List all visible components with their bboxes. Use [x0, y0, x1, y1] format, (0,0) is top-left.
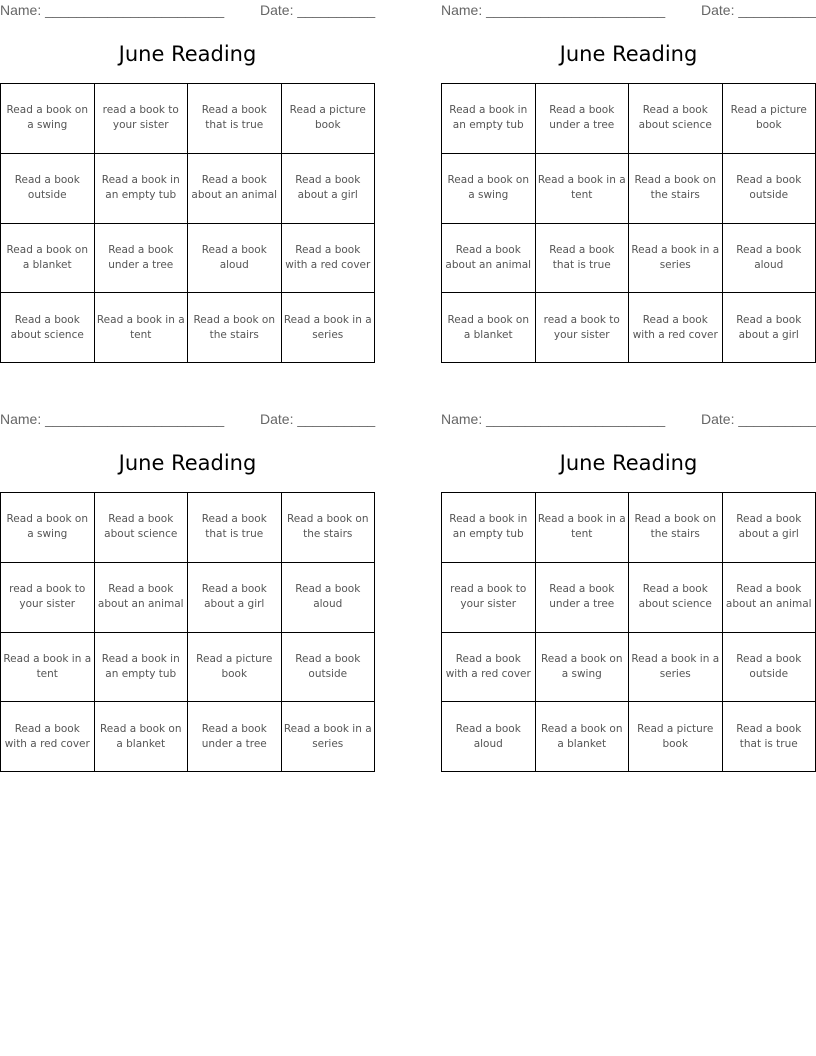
bingo-card: [441, 409, 816, 774]
bingo-cell: Read a book about an animal: [188, 154, 282, 224]
bingo-grid: [0, 83, 375, 363]
bingo-cell: Read a book in an empty tub: [95, 633, 189, 703]
bingo-cell: Read a picture book: [629, 702, 723, 772]
bingo-cell: Read a book about a girl: [723, 493, 816, 563]
bingo-cell: Read a book in a tent: [536, 154, 630, 224]
bingo-cell: Read a book in a tent: [1, 633, 95, 703]
bingo-cell: Read a book about an animal: [95, 563, 189, 633]
bingo-cell: Read a book about science: [629, 84, 723, 154]
bingo-cell: Read a picture book: [723, 84, 816, 154]
bingo-cell: Read a book about a girl: [723, 293, 816, 363]
bingo-cell: Read a book in a series: [629, 224, 723, 294]
date-field-label: Date: __________: [701, 2, 816, 18]
bingo-cell: Read a book under a tree: [95, 224, 189, 294]
card-header: [441, 2, 816, 20]
bingo-cell: Read a book about science: [629, 563, 723, 633]
card-header: [441, 411, 816, 429]
bingo-cell: Read a picture book: [188, 633, 282, 703]
bingo-cell: Read a book aloud: [188, 224, 282, 294]
bingo-cell: Read a book about an animal: [442, 224, 536, 294]
bingo-cell: Read a book that is true: [188, 493, 282, 563]
bingo-cell: read a book to your sister: [95, 84, 189, 154]
bingo-cell: Read a book in a tent: [536, 493, 630, 563]
bingo-cell: Read a book about an animal: [723, 563, 816, 633]
bingo-cell: Read a book outside: [723, 633, 816, 703]
bingo-cell: Read a book aloud: [442, 702, 536, 772]
bingo-cell: Read a book on the stairs: [282, 493, 376, 563]
bingo-cell: Read a book in a series: [629, 633, 723, 703]
bingo-cell: Read a picture book: [282, 84, 376, 154]
card-title: June Reading: [559, 42, 698, 66]
bingo-cell: Read a book under a tree: [536, 84, 630, 154]
bingo-cell: Read a book on a swing: [1, 493, 95, 563]
card-title: June Reading: [559, 451, 698, 475]
bingo-cell: Read a book in a series: [282, 702, 376, 772]
bingo-cell: Read a book with a red cover: [282, 224, 376, 294]
date-field-label: Date: __________: [701, 411, 816, 427]
card-title: June Reading: [118, 451, 257, 475]
card-title: June Reading: [118, 42, 257, 66]
bingo-cell: Read a book on the stairs: [629, 154, 723, 224]
bingo-cell: Read a book about a girl: [188, 563, 282, 633]
bingo-card: [0, 0, 375, 365]
bingo-cell: Read a book with a red cover: [1, 702, 95, 772]
bingo-cell: Read a book in an empty tub: [95, 154, 189, 224]
bingo-cell: Read a book aloud: [282, 563, 376, 633]
bingo-card: [441, 0, 816, 365]
bingo-cell: Read a book about science: [1, 293, 95, 363]
bingo-cell: read a book to your sister: [442, 563, 536, 633]
bingo-cell: read a book to your sister: [536, 293, 630, 363]
bingo-grid: [441, 83, 816, 363]
name-field-label: Name: _______________________: [0, 411, 225, 427]
bingo-card: [0, 409, 375, 774]
bingo-cell: Read a book in a tent: [95, 293, 189, 363]
bingo-cell: Read a book with a red cover: [629, 293, 723, 363]
date-field-label: Date: __________: [260, 411, 376, 427]
bingo-cell: Read a book under a tree: [188, 702, 282, 772]
bingo-cell: Read a book that is true: [536, 224, 630, 294]
bingo-grid: [0, 492, 375, 772]
bingo-cell: Read a book that is true: [723, 702, 816, 772]
card-header: [0, 411, 375, 429]
bingo-cell: Read a book on a blanket: [442, 293, 536, 363]
bingo-cell: Read a book aloud: [723, 224, 816, 294]
bingo-cell: Read a book on the stairs: [629, 493, 723, 563]
bingo-cell: Read a book outside: [282, 633, 376, 703]
bingo-cell: Read a book about science: [95, 493, 189, 563]
bingo-grid: [441, 492, 816, 772]
bingo-cell: Read a book about a girl: [282, 154, 376, 224]
bingo-cell: Read a book outside: [723, 154, 816, 224]
name-field-label: Name: _______________________: [441, 411, 666, 427]
bingo-cell: Read a book in an empty tub: [442, 493, 536, 563]
bingo-cell: Read a book on a blanket: [1, 224, 95, 294]
bingo-cell: Read a book on a swing: [1, 84, 95, 154]
bingo-cell: Read a book under a tree: [536, 563, 630, 633]
name-field-label: Name: _______________________: [0, 2, 225, 18]
date-field-label: Date: __________: [260, 2, 376, 18]
bingo-cell: Read a book in a series: [282, 293, 376, 363]
bingo-cell: Read a book that is true: [188, 84, 282, 154]
bingo-cell: Read a book on the stairs: [188, 293, 282, 363]
bingo-cell: Read a book on a swing: [536, 633, 630, 703]
card-header: [0, 2, 375, 20]
bingo-cell: Read a book with a red cover: [442, 633, 536, 703]
bingo-cell: Read a book in an empty tub: [442, 84, 536, 154]
bingo-cell: Read a book on a blanket: [95, 702, 189, 772]
name-field-label: Name: _______________________: [441, 2, 666, 18]
bingo-cell: Read a book on a swing: [442, 154, 536, 224]
bingo-cell: read a book to your sister: [1, 563, 95, 633]
bingo-cell: Read a book on a blanket: [536, 702, 630, 772]
bingo-cell: Read a book outside: [1, 154, 95, 224]
